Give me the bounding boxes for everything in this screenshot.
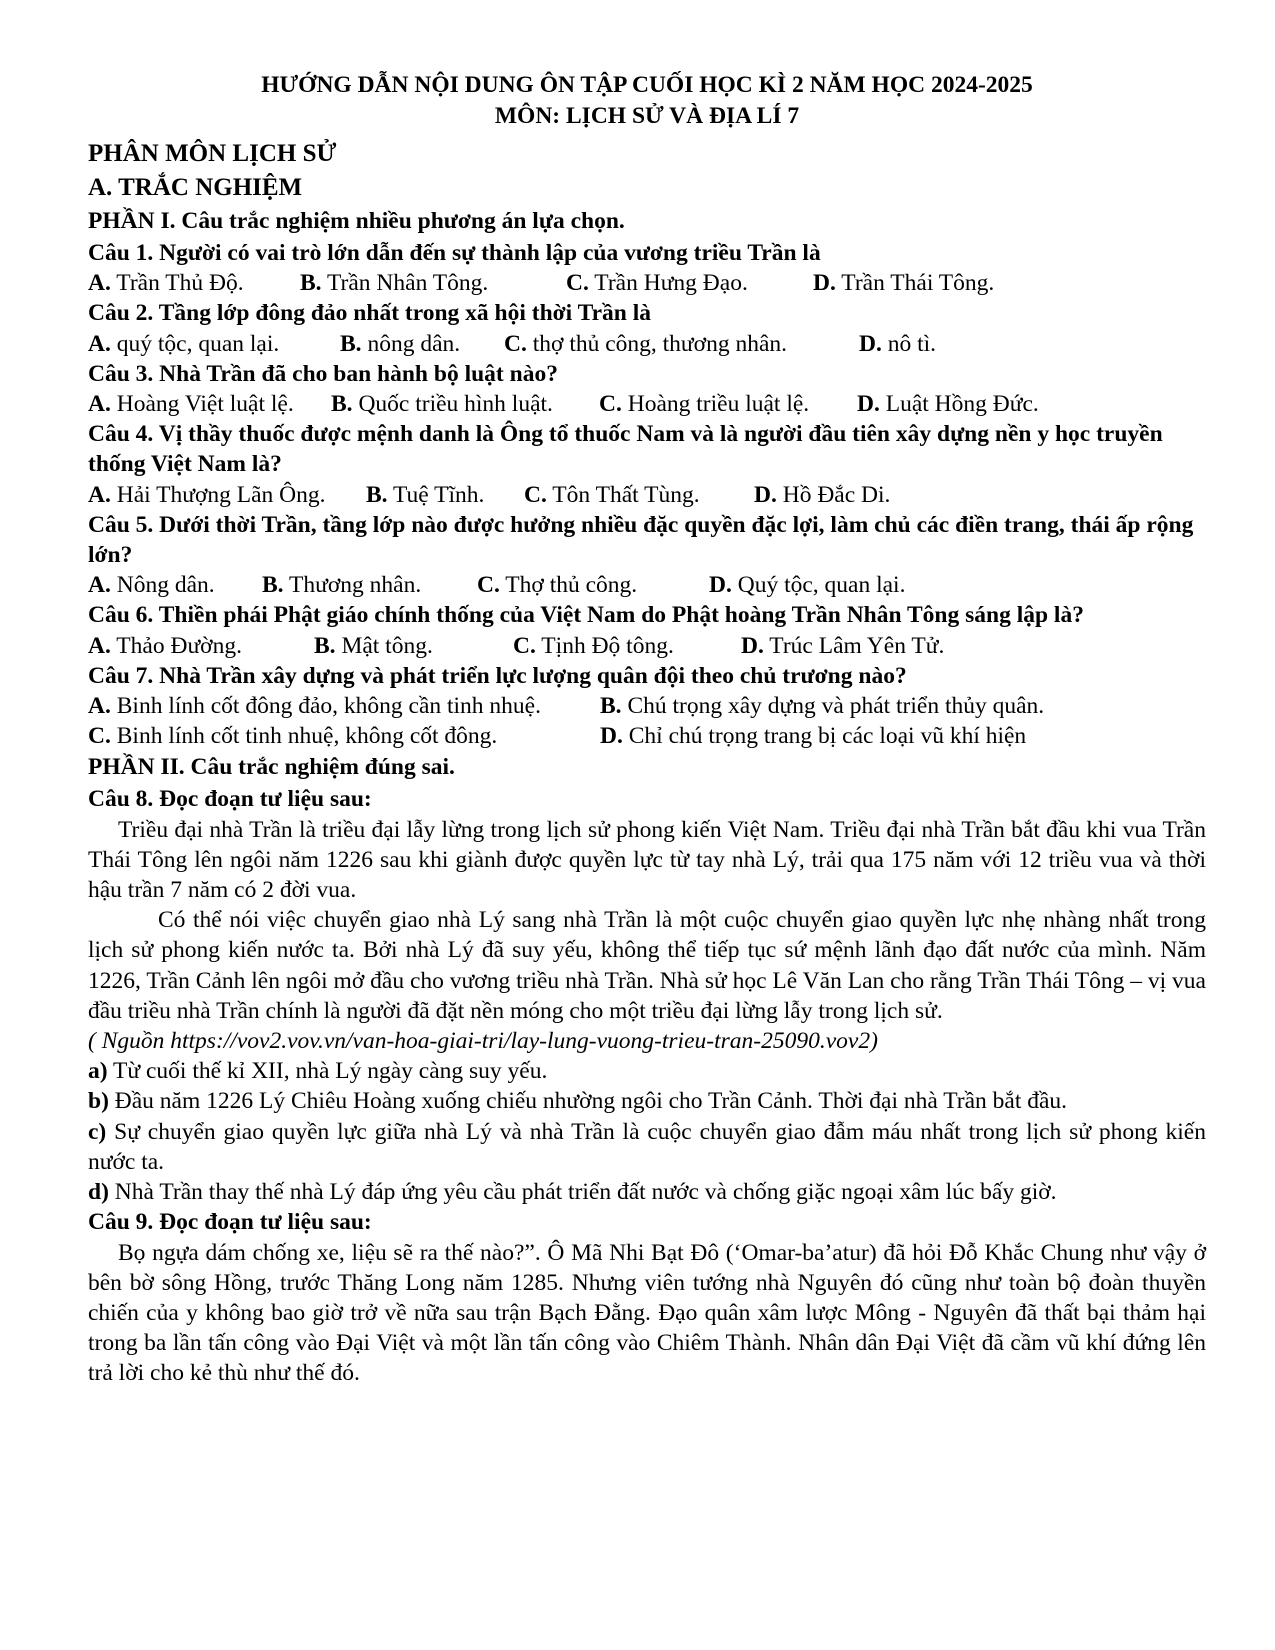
- question-4: Câu 4. Vị thầy thuốc được mệnh danh là Ông tổ thuốc Nam và là người đầu tiên xây dựng nền y học truyền thống Việt Nam là?: [88, 421, 1163, 478]
- question-7-options-row2: [88, 721, 1206, 751]
- q8-item-c: c) Sự chuyển giao quyền lực giữa nhà Lý và nhà Trần là cuộc chuyển giao đẫm máu nhất trong lịch sử phong kiến nước ta.: [88, 1118, 1206, 1175]
- option-a: A. Hoàng Việt luật lệ.: [88, 391, 294, 418]
- option-a: A. Trần Thủ Độ.: [88, 270, 244, 297]
- q8-item-b: b) Đầu năm 1226 Lý Chiêu Hoàng xuống chiếu nhường ngôi cho Trần Cảnh. Thời đại nhà Trần bắt đầu.: [88, 1088, 1068, 1115]
- question-1: Câu 1. Người có vai trò lớn dẫn đến sự thành lập của vương triều Trần là: [88, 240, 821, 266]
- q8-source: ( Nguồn https://vov2.vov.vn/van-hoa-giai-tri/lay-lung-vuong-trieu-tran-25090.vov2): [88, 1028, 878, 1055]
- option-b: B. Mật tông.: [314, 632, 433, 659]
- option-c: C. thợ thủ công, thương nhân.: [504, 330, 788, 357]
- document-title: HƯỚNG DẪN NỘI DUNG ÔN TẬP CUỐI HỌC KÌ 2 NĂM HỌC 2024-2025: [261, 72, 1033, 98]
- question-5: Câu 5. Dưới thời Trần, tầng lớp nào được hưởng nhiều đặc quyền đặc lợi, làm chủ các điền trang, thái ấp rộng lớn?: [88, 511, 1194, 569]
- q8-item-a: a) Từ cuối thế kỉ XII, nhà Lý ngày càng suy yếu.: [88, 1058, 548, 1085]
- question-3: Câu 3. Nhà Trần đã cho ban hành bộ luật nào?: [88, 360, 558, 387]
- option-a: A. Binh lính cốt đông đảo, không cần tinh nhuệ.: [88, 693, 541, 720]
- part2-heading: PHẦN II. Câu trắc nghiệm đúng sai.: [88, 754, 455, 781]
- question-5-options: [88, 570, 1206, 600]
- option-d: D. Hồ Đắc Di.: [754, 481, 891, 508]
- subject-title: MÔN: LỊCH SỬ VÀ ĐỊA LÍ 7: [494, 102, 800, 129]
- section-a-heading: A. TRẮC NGHIỆM: [88, 174, 303, 201]
- option-c: C. Tôn Thất Tùng.: [524, 481, 700, 508]
- q8-passage-2: Có thể nói việc chuyển giao nhà Lý sang nhà Trần là một cuộc chuyển giao quyền lực nhẹ nhàng nhất trong lịch sử phong kiến nước ta. Bởi nhà Lý đã suy yếu, không thể tiếp tục sứ mệnh lãnh đạo đất nước của mình. Năm 1226, Trần Cảnh lên ngôi mở đầu cho vương triều nhà Trần. Nhà sử học Lê Văn Lan cho rằng Trần Thái Tông – vị vua đầu triều nhà Trần chính là người đã đặt nền móng cho một triều đại lừng lẫy trong lịch sử.: [88, 907, 1206, 1024]
- option-d: D. Trúc Lâm Yên Tử.: [741, 632, 945, 659]
- question-4-options: [88, 480, 1206, 510]
- option-d: D. Chỉ chú trọng trang bị các loại vũ khí hiện: [600, 723, 1027, 750]
- option-c: C. Thợ thủ công.: [477, 572, 638, 599]
- question-8: Câu 8. Đọc đoạn tư liệu sau:: [88, 786, 372, 813]
- option-b: B. Tuệ Tĩnh.: [366, 481, 485, 508]
- question-2: Câu 2. Tầng lớp đông đảo nhất trong xã hội thời Trần là: [88, 300, 651, 327]
- option-c: C. Tịnh Độ tông.: [513, 632, 674, 659]
- q9-passage: Bọ ngựa dám chống xe, liệu sẽ ra thế nào?”. Ô Mã Nhi Bạt Đô (‘Omar-ba’atur) đã hỏi Đỗ Khắc Chung như vậy ở bên bờ sông Hồng, trước Thăng Long năm 1285. Nhưng viên tướng nhà Nguyên đó cũng như toàn bộ đoàn thuyền chiến của y không bao giờ trở về nữa sau trận Bạch Đằng. Đạo quân xâm lược Mông - Nguyên đã thất bại thảm hại trong ba lần tấn công vào Đại Việt và một lần tấn công vào Chiêm Thành. Nhân dân Đại Việt đã cầm vũ khí đứng lên trả lời cho kẻ thù như thế đó.: [88, 1239, 1206, 1387]
- option-b: B. Quốc triều hình luật.: [331, 391, 553, 418]
- option-b: B. nông dân.: [340, 330, 461, 357]
- part-heading: PHÂN MÔN LỊCH SỬ: [88, 140, 337, 167]
- question-9: Câu 9. Đọc đoạn tư liệu sau:: [88, 1209, 372, 1236]
- q8-passage-1: Triều đại nhà Trần là triều đại lẫy lừng trong lịch sử phong kiến Việt Nam. Triều đại nhà Trần bắt đầu khi vua Trần Thái Tông lên ngôi năm 1226 sau khi giành được quyền lực từ tay nhà Lý, trải qua 175 năm với 12 triều vua và thời hậu trần 7 năm có 2 đời vua.: [88, 816, 1206, 904]
- option-c: C. Binh lính cốt tinh nhuệ, không cốt đông.: [88, 723, 498, 750]
- q8-item-d: d) Nhà Trần thay thế nhà Lý đáp ứng yêu cầu phát triển đất nước và chống giặc ngoại xâm lúc bấy giờ.: [88, 1179, 1057, 1206]
- option-b: B. Trần Nhân Tông.: [300, 270, 489, 297]
- option-b: B. Thương nhân.: [262, 572, 422, 599]
- part1-heading: PHẦN I. Câu trắc nghiệm nhiều phương án lựa chọn.: [88, 208, 625, 234]
- option-b: B. Chú trọng xây dựng và phát triển thủy quân.: [600, 693, 1045, 720]
- option-a: A. Hải Thượng Lãn Ông.: [88, 481, 326, 508]
- question-6: Câu 6. Thiền phái Phật giáo chính thống của Việt Nam do Phật hoàng Trần Nhân Tông sáng lập là?: [88, 602, 1084, 629]
- option-d: D. nô tì.: [859, 330, 937, 357]
- option-c: C. Trần Hưng Đạo.: [566, 270, 748, 297]
- question-3-options: [88, 389, 1206, 419]
- option-d: D. Quý tộc, quan lại.: [709, 572, 906, 599]
- question-2-options: [88, 329, 1206, 359]
- question-7: Câu 7. Nhà Trần xây dựng và phát triển lực lượng quân đội theo chủ trương nào?: [88, 662, 907, 689]
- option-d: D. Trần Thái Tông.: [813, 270, 995, 297]
- document-page: [88, 70, 1206, 1389]
- option-c: C. Hoàng triều luật lệ.: [599, 391, 810, 418]
- option-a: A. quý tộc, quan lại.: [88, 330, 280, 357]
- option-d: D. Luật Hồng Đức.: [857, 391, 1039, 418]
- question-6-options: [88, 631, 1206, 661]
- question-7-options-row1: [88, 691, 1206, 721]
- option-a: A. Thảo Đường.: [88, 632, 242, 659]
- question-1-options: [88, 268, 1206, 298]
- option-a: A. Nông dân.: [88, 572, 215, 599]
